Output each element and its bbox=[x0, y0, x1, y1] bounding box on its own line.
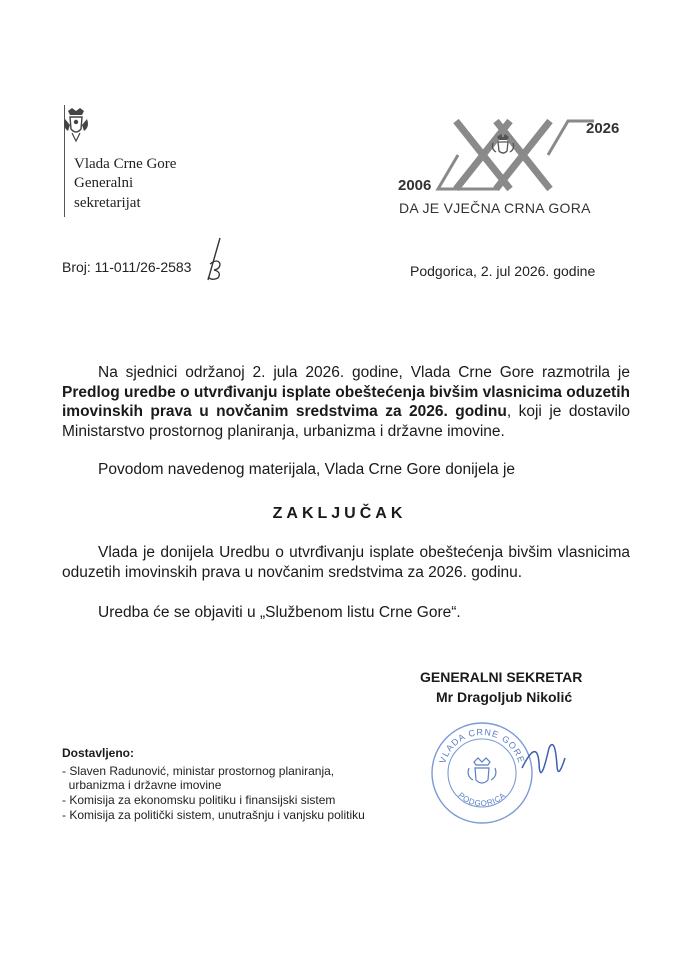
gov-name-line2: Generalni bbox=[74, 175, 134, 191]
anniversary-year-end: 2026 bbox=[586, 120, 620, 137]
distribution-item: - Slaven Radunović, ministar prostornog planiranja, bbox=[62, 764, 335, 778]
conclusion-heading: ZAKLJUČAK bbox=[272, 505, 407, 522]
anniversary-motto: DA JE VJEČNA CRNA GORA bbox=[399, 200, 591, 216]
paragraph-decision-lead: Povodom navedenog materijala, Vlada Crne Gore donijela je bbox=[98, 461, 516, 478]
intro-text-a: Na sjednici održanoj 2. jula 2026. godine, Vlada Crne Gore razmotrila je bbox=[98, 364, 630, 381]
seal-emblem-icon bbox=[468, 758, 496, 783]
seal-text-top: VLADA CRNE GORE bbox=[437, 726, 527, 765]
coat-of-arms-icon bbox=[62, 107, 90, 145]
svg-text:PODGORICA bbox=[456, 791, 507, 809]
signatory-name: Mr Dragoljub Nikolić bbox=[436, 689, 573, 705]
anniversary-year-start: 2006 bbox=[398, 177, 432, 194]
place-date: Podgorica, 2. jul 2026. godine bbox=[410, 263, 596, 279]
distribution-item: urbanizma i državne imovine bbox=[62, 778, 222, 792]
paragraph-intro bbox=[62, 363, 630, 441]
handwritten-number-mark bbox=[198, 236, 228, 282]
seal-text-bottom: PODGORICA bbox=[456, 790, 508, 809]
gov-name-line3: sekretarijat bbox=[74, 195, 141, 211]
official-seal bbox=[427, 718, 587, 828]
paragraph-publication: Uredba će se objaviti u „Službenom listu Crne Gore“. bbox=[98, 604, 461, 621]
gov-name-line1: Vlada Crne Gore bbox=[74, 156, 177, 172]
distribution-heading: Dostavljeno: bbox=[62, 746, 135, 760]
signatory-title: GENERALNI SEKRETAR bbox=[420, 669, 583, 685]
proposal-title: Predlog uredbe o utvrđivanju isplate obeštećenja bivšim vlasnicima oduzetih imovinskih prava u novčanim sredstvima za 2026. godinu bbox=[62, 383, 630, 420]
handwritten-signature bbox=[522, 745, 565, 773]
intro-text-b: , koji je dostavilo Ministarstvo prostornog planiranja, urbanizma i državne imovine. bbox=[62, 403, 630, 440]
document-number: Broj: 11-011/26-2583 bbox=[62, 259, 192, 275]
paragraph-conclusion: Vlada je donijela Uredbu o utvrđivanju isplate obeštećenja bivšim vlasnicima oduzetih imovinskih prava u novčanim sredstvima za 2026. godinu. bbox=[62, 544, 630, 581]
distribution-item: - Komisija za ekonomsku politiku i finansijski sistem bbox=[62, 793, 336, 807]
distribution-item: - Komisija za politički sistem, unutrašnju i vanjsku politiku bbox=[62, 808, 365, 822]
